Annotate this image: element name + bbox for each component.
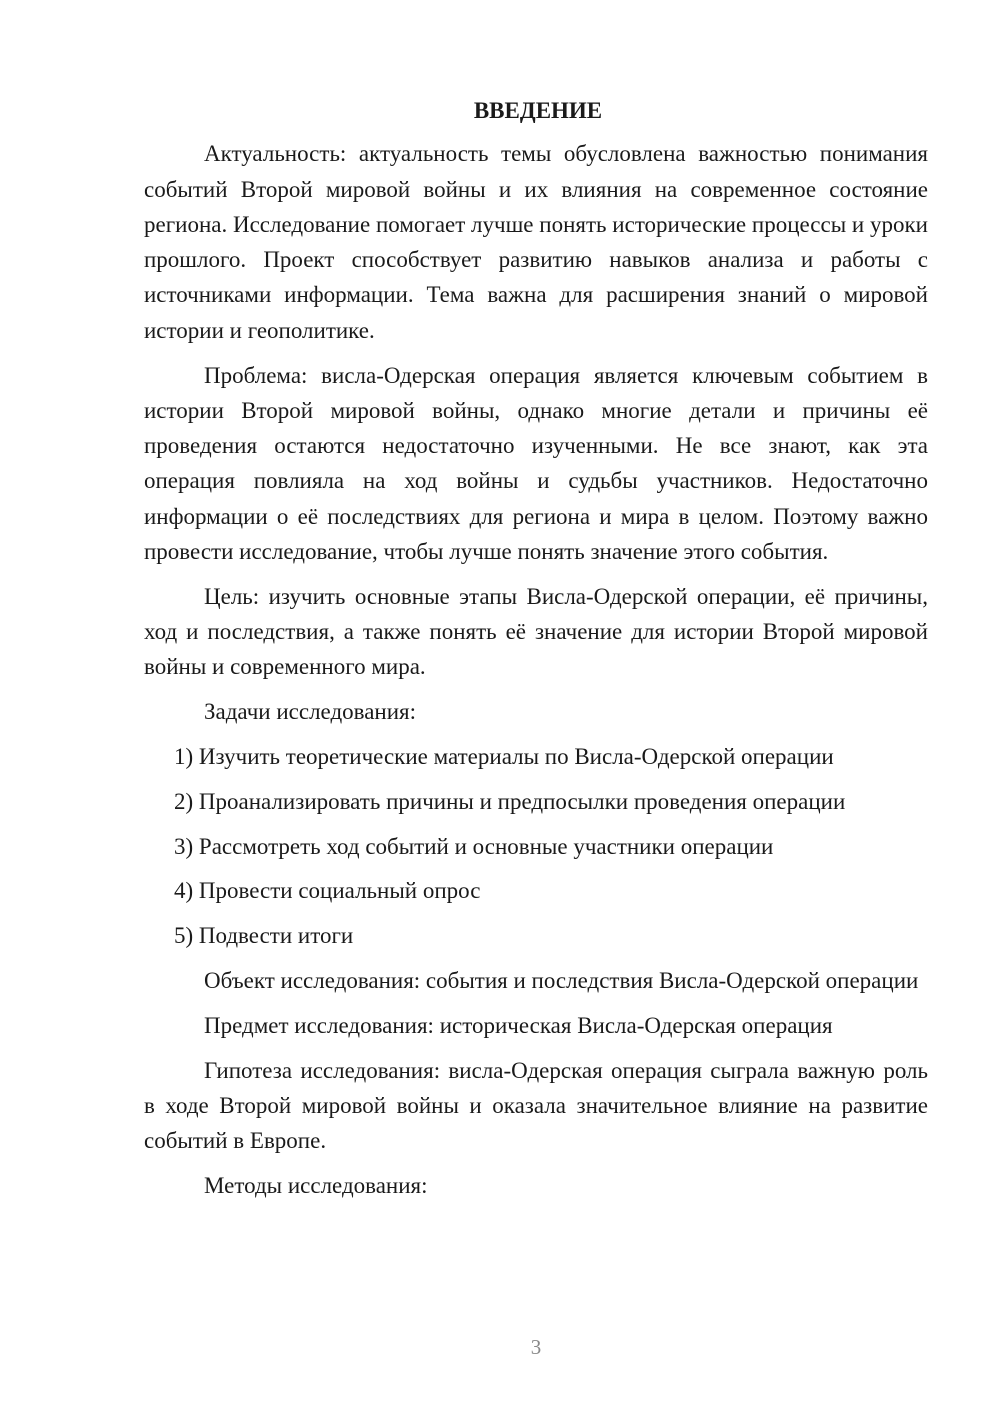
page-number: 3 — [530, 1335, 542, 1359]
goal-paragraph: Цель: изучить основные этапы Висла-Одерской операции, её причины, ход и последствия, а также понять её значение для истории Второй мировой войны и современного мира. — [144, 583, 928, 680]
methods-title: Методы исследования: — [204, 1173, 428, 1199]
subject-paragraph: Предмет исследования: историческая Висла-Одерская операция — [204, 1012, 833, 1038]
list-item: 5) Подвести итоги — [174, 923, 354, 949]
page-content — [144, 93, 928, 1213]
list-item: 3) Рассмотреть ход событий и основные участники операции — [174, 833, 774, 859]
tasks-list — [144, 739, 928, 953]
list-item: 2) Проанализировать причины и предпосылки проведения операции — [174, 788, 846, 814]
relevance-paragraph: Актуальность: актуальность темы обусловлена важностью понимания событий Второй мировой войны и их влияния на современное состояние региона. Исследование помогает лучше понять исторические процессы и уроки прошлого. Проект способствует развитию навыков анализа и работы с источниками информации. Тема важна для расширения знаний о мировой истории и геополитике. — [144, 141, 928, 343]
list-item: 1) Изучить теоретические материалы по Висла-Одерской операции — [174, 744, 834, 770]
page-heading: ВВЕДЕНИЕ — [473, 98, 603, 123]
tasks-title: Задачи исследования: — [204, 699, 417, 725]
problem-paragraph: Проблема: висла-Одерская операция является ключевым событием в истории Второй мировой войны, однако многие детали и причины её проведения остаются недостаточно изученными. Не все знают, как эта операция повлияла на ход войны и судьбы участников. Недостаточно информации о её последствиях для региона и мира в целом. Поэтому важно провести исследование, чтобы лучше понять значение этого события. — [144, 362, 928, 565]
hypothesis-paragraph: Гипотеза исследования: висла-Одерская операция сыграла важную роль в ходе Второй мировой войны и оказала значительное влияние на развитие событий в Европе. — [144, 1057, 928, 1154]
object-paragraph: Объект исследования: события и последствия Висла-Одерской операции — [204, 968, 919, 994]
list-item: 4) Провести социальный опрос — [174, 878, 481, 904]
